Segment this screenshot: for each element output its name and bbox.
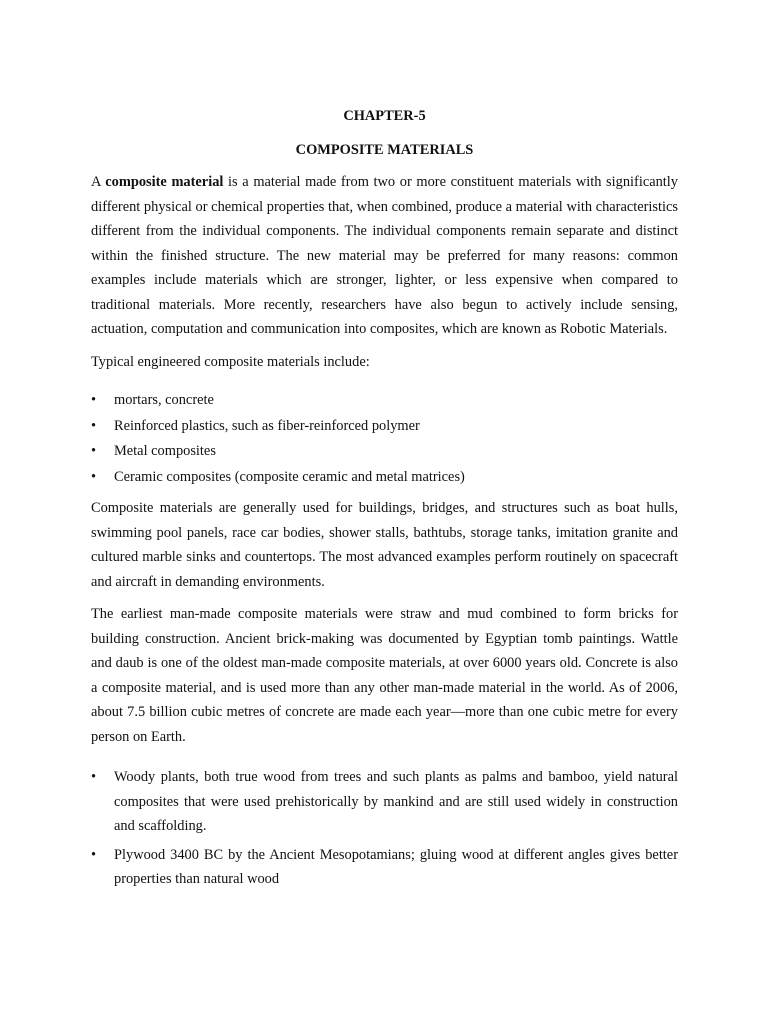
intro-term: composite material [105, 174, 224, 190]
bullet-icon: • [91, 468, 97, 485]
list-item: • mortars, concrete [91, 388, 678, 414]
chapter-heading: CHAPTER-5 [343, 108, 426, 124]
bullet-icon: • [91, 443, 97, 459]
bullet-icon: • [91, 769, 97, 785]
list-item: • Metal composites [91, 439, 678, 465]
typical-heading: Typical engineered composite materials include: [91, 353, 370, 370]
bullet-icon: • [91, 417, 97, 434]
uses-paragraph: Composite materials are generally used for buildings, bridges, and structures such as boat hulls, swimming pool panels, race car bodies, shower stalls, bathtubs, storage tanks, imitation granite and cultured marble sinks and countertops. The most advanced examples perform routinely on spacecraft and aircraft in demanding environments. [91, 500, 678, 590]
intro-lead: A [91, 174, 106, 190]
earliest-paragraph: The earliest man-made composite materials were straw and mud combined to form bricks for building construction. Ancient brick-making was documented by Egyptian tomb paintings. Wattle and daub is one of the oldest man-made composite materials, at over 6000 years old. Concrete is also a composite material, and is used more than any other man-made material in the world. As of 2006, about 7.5 billion cubic metres of concrete are made each year—more than one cubic metre for every person on Earth. [91, 606, 678, 745]
bullet-icon: • [91, 846, 97, 863]
list-item: • Reinforced plastics, such as fiber-reinforced polymer [91, 414, 678, 440]
bullet-icon: • [91, 392, 97, 408]
typical-list [91, 388, 678, 490]
history-list [91, 765, 678, 892]
document-page [91, 106, 678, 896]
list-item: • Ceramic composites (composite ceramic and metal matrices) [91, 465, 678, 491]
intro-text: is a material made from two or more constituent materials with significantly different physical or chemical properties that, when combined, produce a material with characteristics different from the individual components. The individual components remain separate and distinct within the finished structure. The new material may be preferred for many reasons: common examples include materials which are stronger, lighter, or less expensive when compared to traditional materials. More recently, researchers have also begun to actively include sensing, actuation, computation and communication into composites, which are known as Robotic Materials. [91, 174, 678, 337]
list-item: • Woody plants, both true wood from trees and such plants as palms and bamboo, yield natural composites that were used prehistorically by mankind and are still used widely in construction and scaffolding. [91, 765, 678, 839]
page-title: COMPOSITE MATERIALS [295, 142, 474, 158]
intro-paragraph [91, 170, 678, 342]
list-item: • Plywood 3400 BC by the Ancient Mesopotamians; gluing wood at different angles gives better properties than natural wood [91, 843, 678, 892]
